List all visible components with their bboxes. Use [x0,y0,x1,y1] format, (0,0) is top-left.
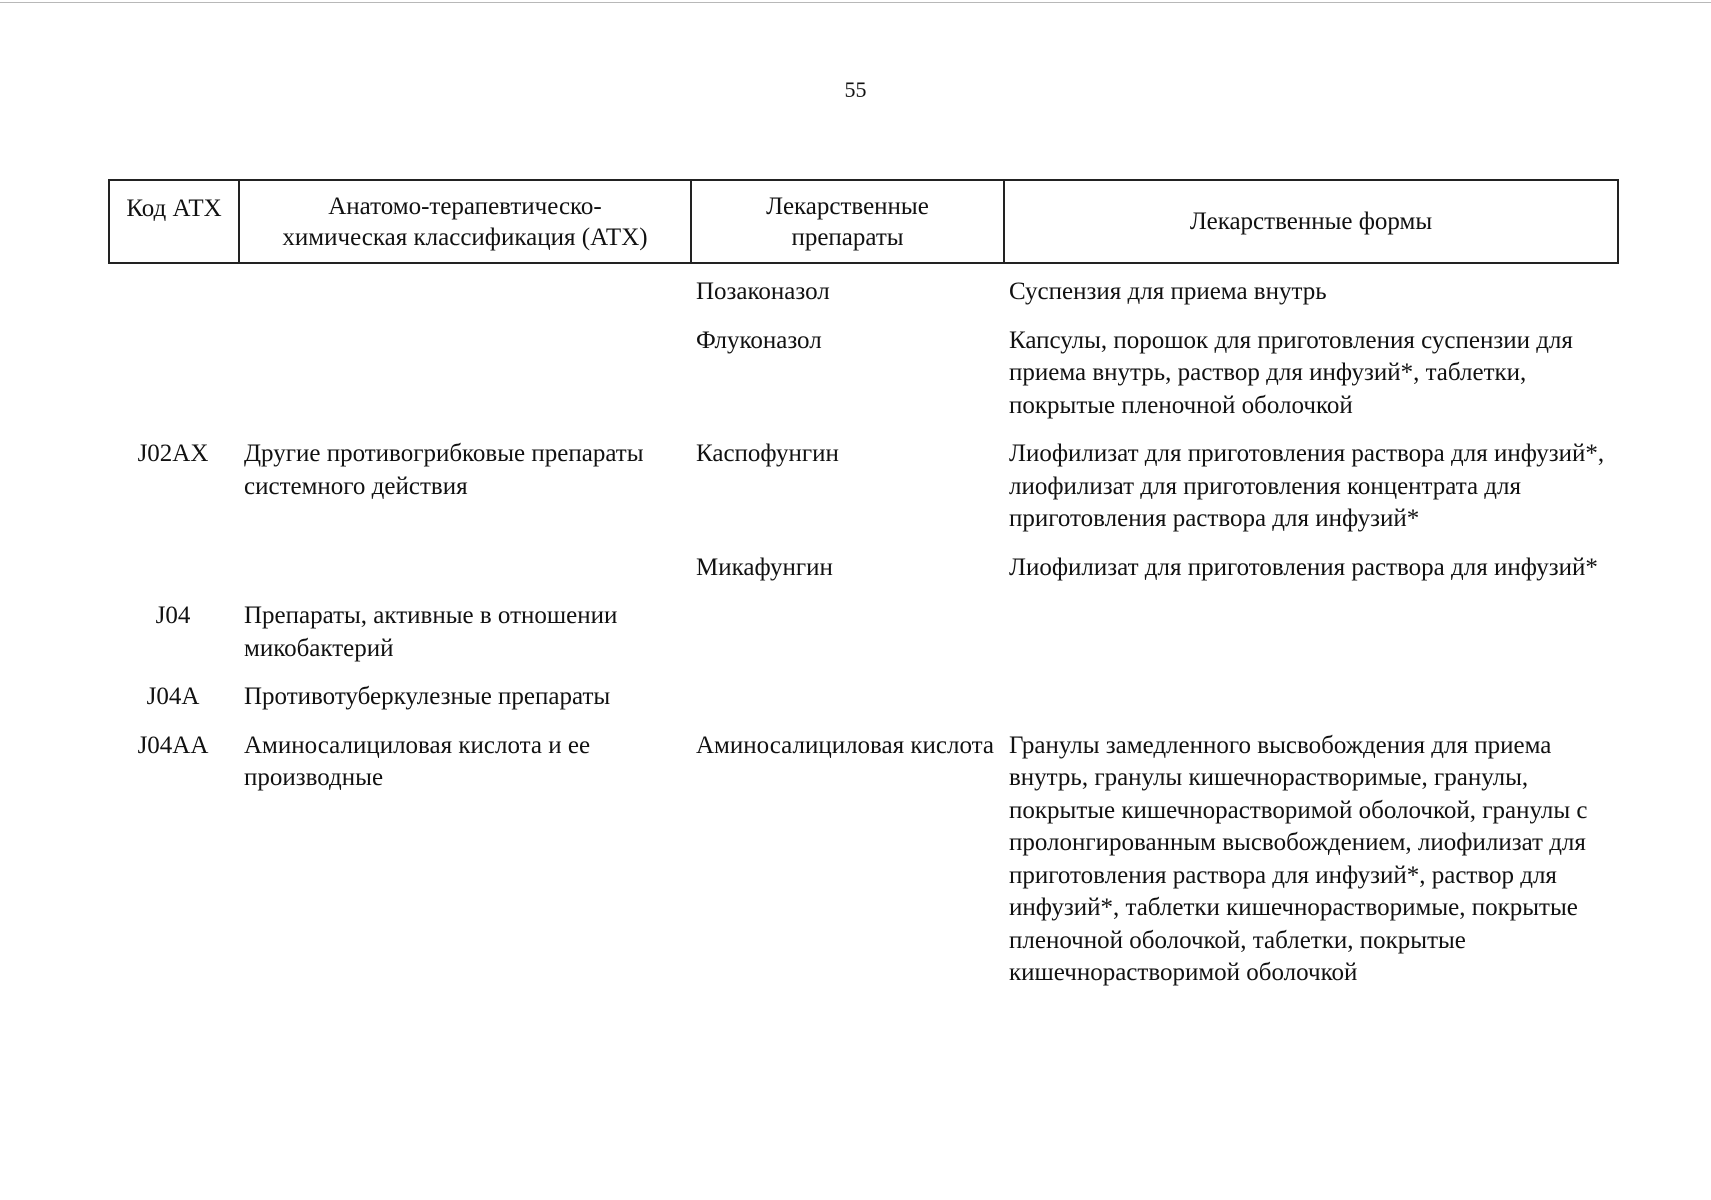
header-classification [239,180,691,263]
header-forms [1004,180,1618,263]
cell-drug: Флуконазол [696,326,822,354]
table-row [108,438,1617,552]
cell-drug [690,600,1003,681]
cell-classification: Аминосалициловая кислота и ее производные [244,731,591,791]
cell-code [108,552,238,601]
cell-code: J02AX [137,440,209,467]
header-code [109,180,239,263]
cell-forms: Капсулы, порошок для приготовления суспензии для приема внутрь, раствор для инфузий*, таблетки, покрытые пленочной оболочкой [1009,326,1573,419]
cell-forms [1003,600,1617,681]
cell-classification [238,325,690,439]
cell-classification: Противотуберкулезные препараты [244,683,611,710]
cell-code: J04A [146,683,200,710]
header-drugs-line1: Лекарственные [766,192,929,220]
header-classification-line2: химическая классификация (АТХ) [282,223,648,251]
table-row [108,730,1617,1006]
cell-drug: Аминосалициловая кислота [696,731,994,759]
cell-drug [690,681,1003,730]
table-row [108,600,1617,681]
cell-code [108,325,238,439]
table-row [108,276,1617,325]
cell-forms: Лиофилизат для приготовления раствора для инфузий* [1009,553,1598,581]
header-forms-label: Лекарственные формы [1189,208,1433,235]
header-code-label: Код АТХ [126,195,222,222]
cell-classification: Другие противогрибковые препараты системного действия [244,440,644,500]
header-drugs-line2: препараты [791,223,904,251]
cell-drug: Каспофунгин [696,440,839,467]
table-row [108,681,1617,730]
cell-classification [238,276,690,325]
header-classification-line1: Анатомо-терапевтическо- [328,192,602,220]
table-row [108,552,1617,601]
header-drugs [691,180,1004,263]
cell-forms: Суспензия для приема внутрь [1009,278,1327,305]
cell-forms [1003,681,1617,730]
cell-forms: Гранулы замедленного высвобождения для приема внутрь, гранулы кишечнорастворимые, гранулы, покрытые кишечнорастворимой оболочкой, гранулы с пролонгированным высвобождением, лиофилизат для приготовления раствора для инфузий*, раствор для инфузий*, таблетки кишечнорастворимые, покрытые пленочной оболочкой, таблетки, покрытые кишечнорастворимой оболочкой [1009,731,1588,986]
table-row [108,325,1617,439]
header-row [109,180,1618,263]
cell-drug: Микафунгин [696,553,833,581]
table-header [108,179,1619,264]
cell-classification: Препараты, активные в отношении микобактерий [244,602,618,662]
cell-drug: Позаконазол [696,278,830,305]
cell-code: J04 [155,602,191,629]
page-number: 55 [844,77,867,102]
cell-code [108,276,238,325]
cell-code: J04AA [137,731,209,759]
page-top-border [0,2,1711,3]
cell-classification [238,552,690,601]
table-body [108,276,1617,1006]
cell-forms: Лиофилизат для приготовления раствора для инфузий*, лиофилизат для приготовления концентрата для приготовления раствора для инфузий* [1009,440,1605,532]
